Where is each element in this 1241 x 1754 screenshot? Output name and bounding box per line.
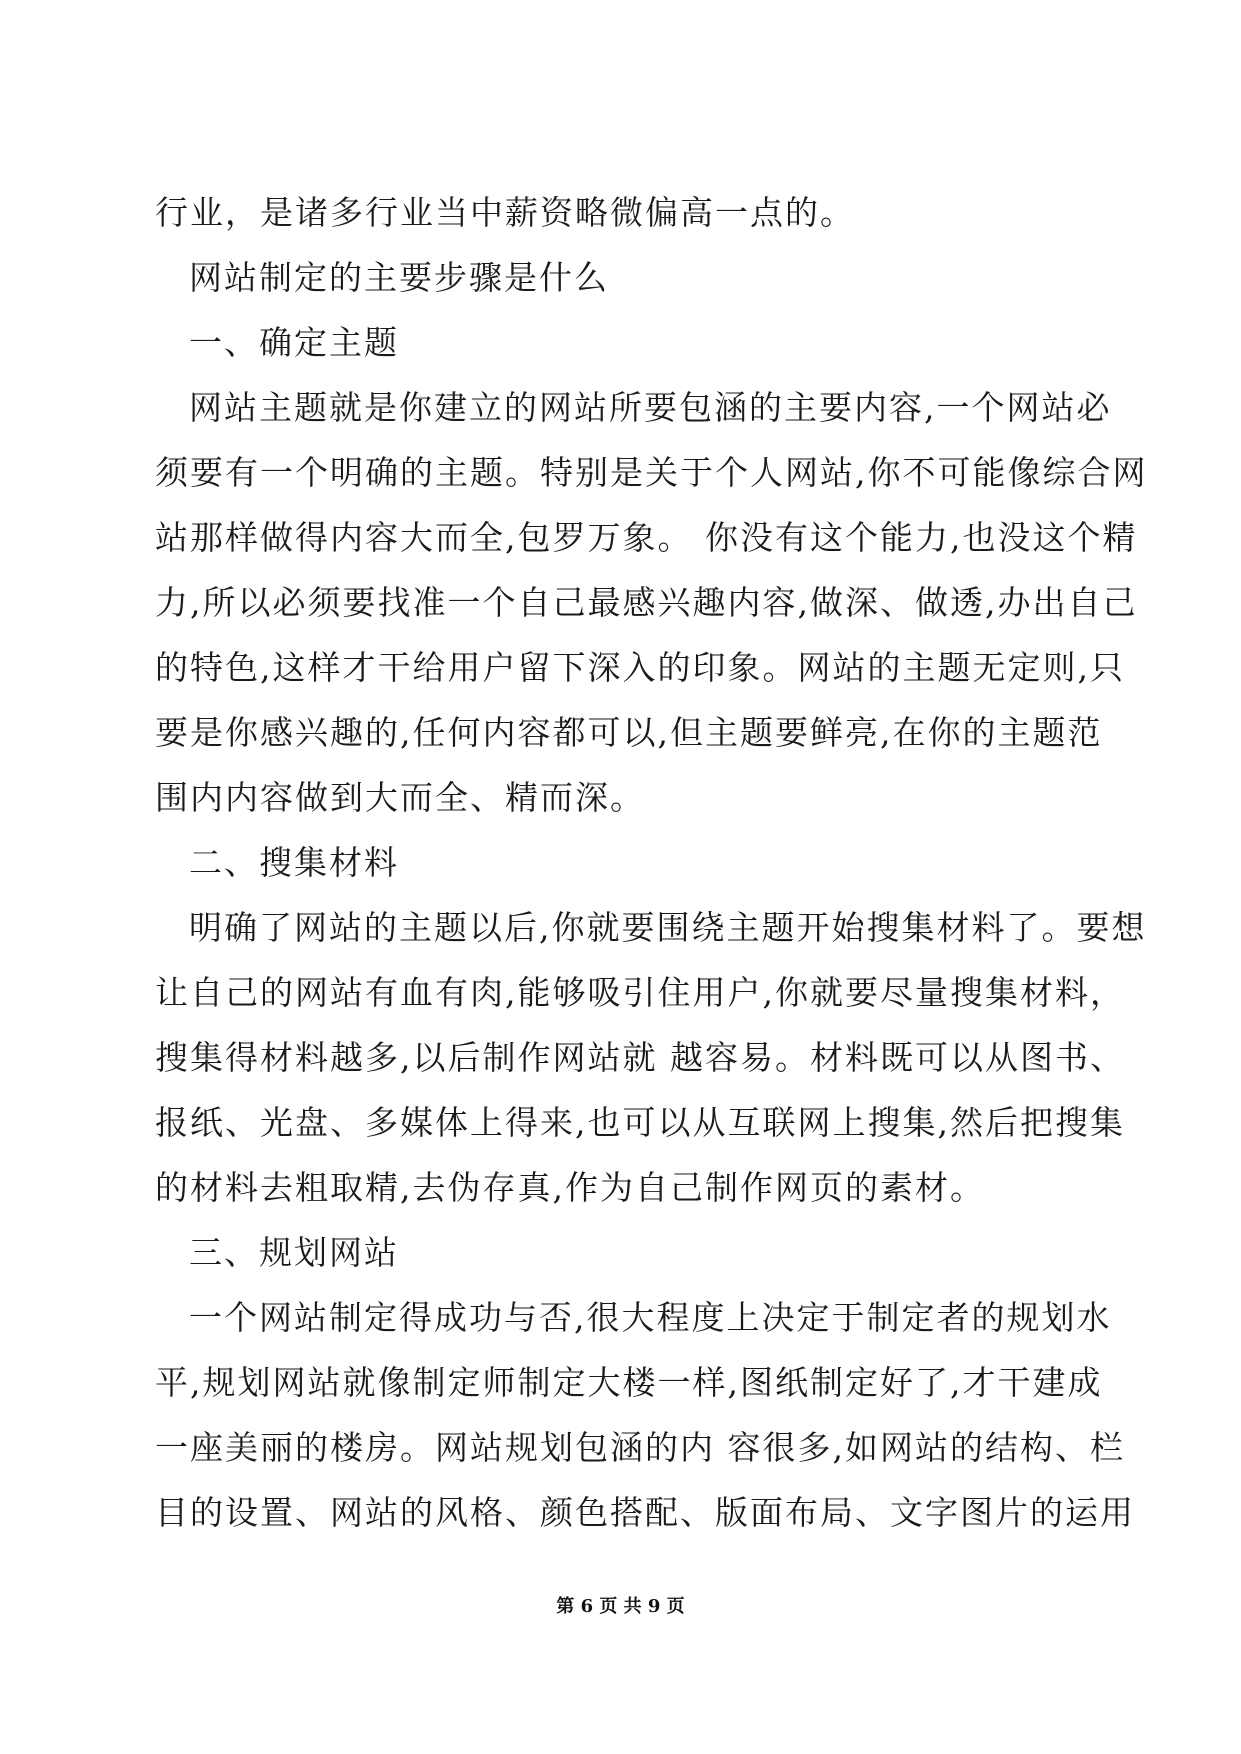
section-heading: 网站制定的主要步骤是什么 bbox=[189, 258, 609, 297]
text-line: 明确了网站的主题以后,你就要围绕主题开始搜集材料了。要想 bbox=[189, 908, 1147, 947]
text-line: 网站主题就是你建立的网站所要包涵的主要内容,一个网站必 bbox=[189, 388, 1112, 427]
page-number-footer: 第 6 页 共 9 页 bbox=[556, 1596, 685, 1617]
text-line: 目的设置、网站的风格、颜色搭配、版面布局、文字图片的运用 bbox=[155, 1493, 1135, 1532]
text-line: 要是你感兴趣的,任何内容都可以,但主题要鲜亮,在你的主题范 bbox=[155, 713, 1103, 752]
text-line: 报纸、光盘、多媒体上得来,也可以从互联网上搜集,然后把搜集 bbox=[155, 1103, 1125, 1142]
text-line: 的特色,这样才干给用户留下深入的印象。网站的主题无定则,只 bbox=[155, 648, 1125, 687]
text-line: 力,所以必须要找准一个自己最感兴趣内容,做深、做透,办出自己 bbox=[155, 583, 1138, 622]
section-heading: 二、搜集材料 bbox=[189, 843, 399, 882]
text-line: 平,规划网站就像制定师制定大楼一样,图纸制定好了,才干建成 bbox=[155, 1363, 1103, 1402]
text-line: 的材料去粗取精,去伪存真,作为自己制作网页的素材。 bbox=[155, 1168, 985, 1207]
body-text bbox=[155, 180, 1148, 1545]
text-line: 让自己的网站有血有肉,能够吸引住用户,你就要尽量搜集材料， bbox=[155, 973, 1125, 1012]
text-line: 围内内容做到大而全、精而深。 bbox=[155, 778, 645, 817]
text-line: 须要有一个明确的主题。特别是关于个人网站,你不可能像综合网 bbox=[155, 453, 1148, 492]
section-heading: 一、确定主题 bbox=[189, 323, 399, 362]
text-line: 行业，是诸多行业当中薪资略微偏高一点的。 bbox=[155, 193, 855, 232]
text-line: 站那样做得内容大而全,包罗万象。 你没有这个能力,也没这个精 bbox=[155, 518, 1138, 557]
text-line: 一个网站制定得成功与否,很大程度上决定于制定者的规划水 bbox=[189, 1298, 1112, 1337]
section-heading: 三、规划网站 bbox=[189, 1233, 399, 1272]
text-line: 一座美丽的楼房。网站规划包涵的内 容很多,如网站的结构、栏 bbox=[155, 1428, 1125, 1467]
text-line: 搜集得材料越多,以后制作网站就 越容易。材料既可以从图书、 bbox=[155, 1038, 1125, 1077]
